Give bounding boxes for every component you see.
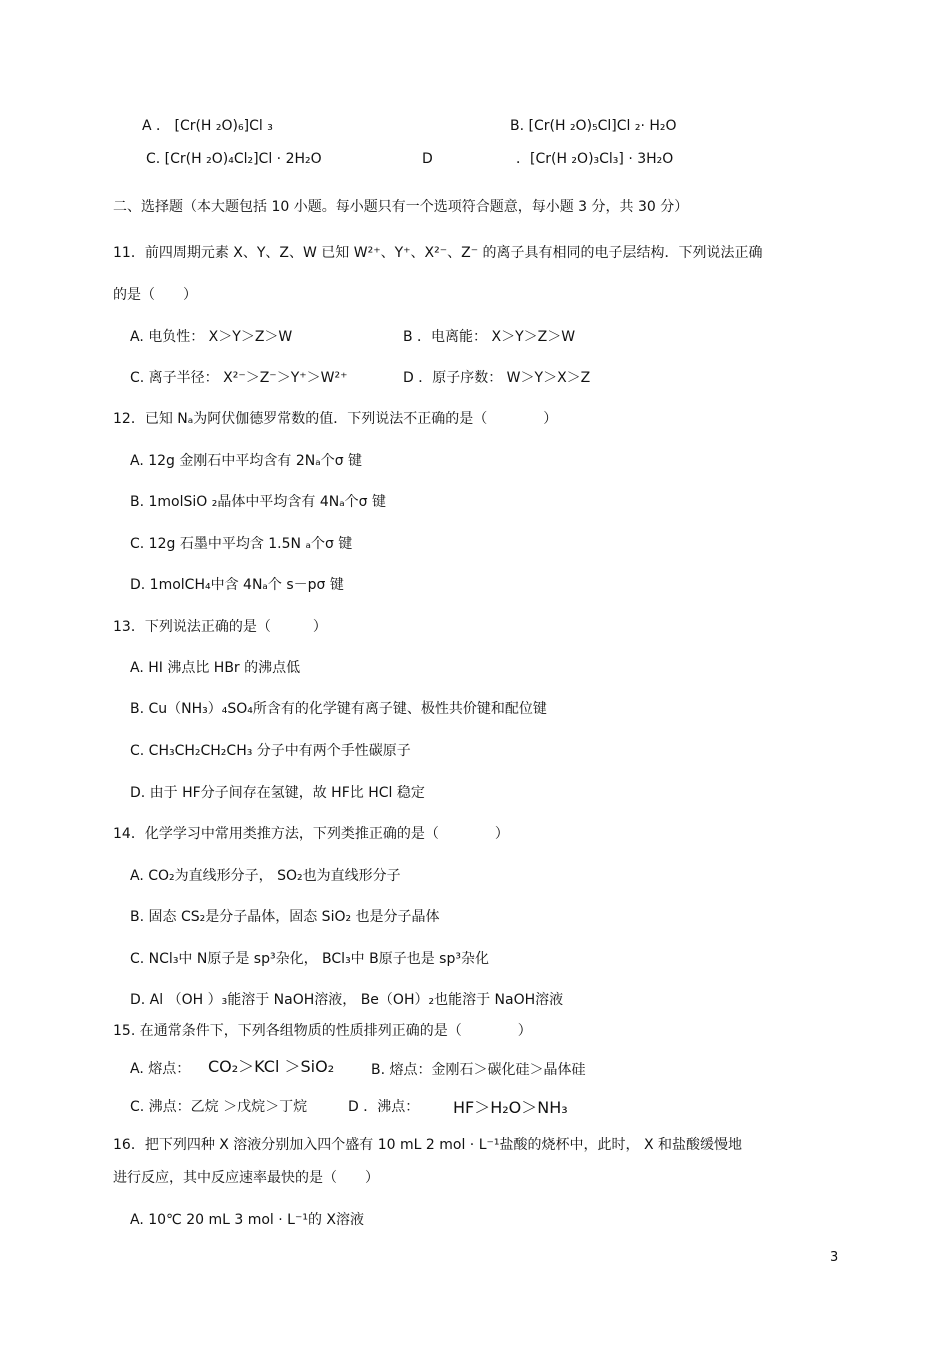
q16-stem: 16．把下列四种 X 溶液分别加入四个盛有 10 mL 2 mol · L⁻¹盐酸的烧杯中，此时， X 和盐酸缓慢地 xyxy=(113,1137,742,1153)
q11-option-b: B ．电离能： X＞Y＞Z＞W xyxy=(403,329,576,345)
q15-option-c: C. 沸点：乙烷 ＞戊烷＞丁烷 xyxy=(130,1099,308,1115)
q12-option-c: C. 12g 石墨中平均含 1.5N ₐ个σ 键 xyxy=(130,536,353,552)
q11-stem-cont: 的是（ ） xyxy=(113,287,197,303)
q10-option-d: ．[Cr(H ₂O)₃Cl₃] · 3H₂O xyxy=(516,151,674,167)
q14-option-c: C. NCl₃中 N原子是 sp³杂化， BCl₃中 B原子也是 sp³杂化 xyxy=(130,951,489,967)
q13-stem: 13．下列说法正确的是（ ） xyxy=(113,619,327,635)
q15-option-a-formula: CO₂＞KCl ＞SiO₂ xyxy=(208,1057,335,1076)
q12-option-a: A. 12g 金刚石中平均含有 2Nₐ个σ 键 xyxy=(130,453,363,469)
q10-option-a: A ． [Cr(H ₂O)₆]Cl ₃ xyxy=(142,118,273,134)
q12-stem: 12．已知 Nₐ为阿伏伽德罗常数的值．下列说法不正确的是（ ） xyxy=(113,411,558,427)
q14-option-a: A. CO₂为直线形分子， SO₂也为直线形分子 xyxy=(130,868,401,884)
q13-option-c: C. CH₃CH₂CH₂CH₃ 分子中有两个手性碳原子 xyxy=(130,743,411,759)
q10-option-b: B. [Cr(H ₂O)₅Cl]Cl ₂· H₂O xyxy=(510,118,677,134)
q15-option-a-label: A. 熔点： xyxy=(130,1061,191,1077)
q12-option-d: D. 1molCH₄中含 4Nₐ个 s－pσ 键 xyxy=(130,577,344,593)
q13-option-b: B. Cu（NH₃）₄SO₄所含有的化学键有离子键、极性共价键和配位键 xyxy=(130,701,547,717)
q15-option-b: B. 熔点：金刚石＞碳化硅＞晶体硅 xyxy=(371,1062,586,1078)
q15-stem: 15. 在通常条件下，下列各组物质的性质排列正确的是（ ） xyxy=(113,1023,532,1039)
q16-stem-cont: 进行反应，其中反应速率最快的是（ ） xyxy=(113,1170,379,1186)
q10-option-d-label: D xyxy=(422,151,433,167)
q13-option-d: D. 由于 HF分子间存在氢键，故 HF比 HCl 稳定 xyxy=(130,785,425,801)
q14-option-b: B. 固态 CS₂是分子晶体，固态 SiO₂ 也是分子晶体 xyxy=(130,909,440,925)
q10-option-c: C. [Cr(H ₂O)₄Cl₂]Cl · 2H₂O xyxy=(146,151,322,167)
q15-option-d-label: D ．沸点： xyxy=(348,1099,420,1115)
section-heading: 二、选择题（本大题包括 10 小题。每小题只有一个选项符合题意，每小题 3 分，共 30 分） xyxy=(113,199,689,215)
q13-option-a: A. HI 沸点比 HBr 的沸点低 xyxy=(130,660,301,676)
q11-option-d: D ．原子序数： W＞Y＞X＞Z xyxy=(403,370,591,386)
q16-option-a: A. 10℃ 20 mL 3 mol · L⁻¹的 X溶液 xyxy=(130,1212,365,1228)
q15-option-d-formula: HF＞H₂O＞NH₃ xyxy=(453,1098,568,1117)
q11-stem: 11．前四周期元素 X、Y、Z、W 已知 W²⁺、Y⁺、X²⁻、Z⁻ 的离子具有相同的电子层结构．下列说法正确 xyxy=(113,245,763,261)
q11-option-c: C. 离子半径： X²⁻＞Z⁻＞Y⁺＞W²⁺ xyxy=(130,370,348,386)
q14-stem: 14．化学学习中常用类推方法，下列类推正确的是（ ） xyxy=(113,826,509,842)
q12-option-b: B. 1molSiO ₂晶体中平均含有 4Nₐ个σ 键 xyxy=(130,494,386,510)
q14-option-d: D. Al （OH ）₃能溶于 NaOH溶液， Be（OH）₂也能溶于 NaOH溶液 xyxy=(130,992,564,1008)
page-number: 3 xyxy=(830,1250,839,1265)
q11-option-a: A. 电负性： X＞Y＞Z＞W xyxy=(130,329,293,345)
